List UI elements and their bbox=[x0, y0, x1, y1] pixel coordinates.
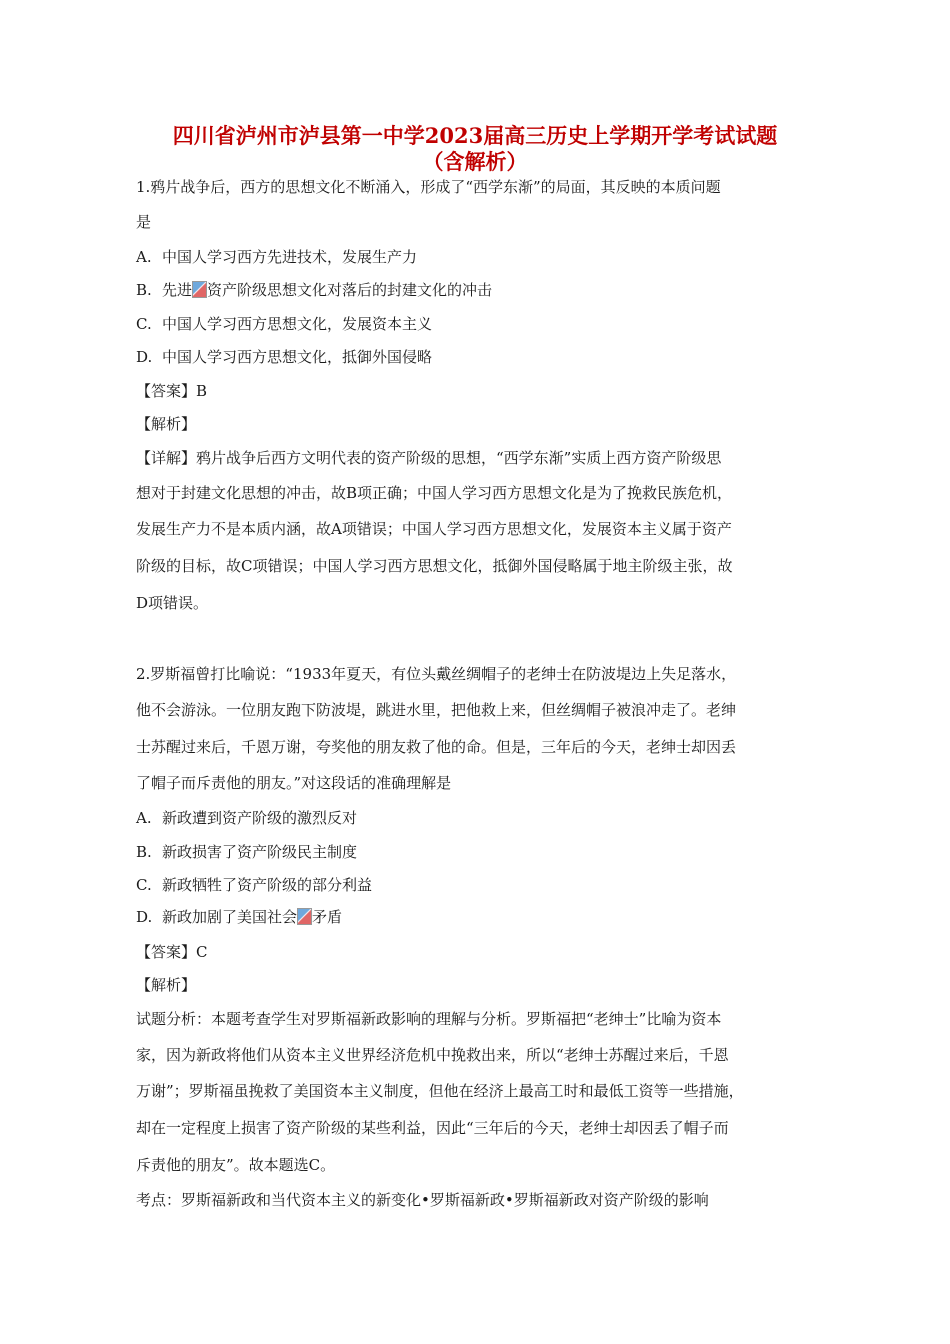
q2-stem-line1: 2.罗斯福曾打比喻说：“1933年夏天，有位头戴丝绸帽子的老绅士在防波堤边上失足落水， bbox=[136, 665, 737, 683]
q1-detail-line5: D项错误。 bbox=[136, 594, 209, 612]
q1-detail-line4: 阶级的目标，故C项错误；中国人学习西方思想文化，抵御外国侵略属于地主阶级主张，故 bbox=[136, 557, 733, 575]
option-text: 中国人学习西方思想文化，发展资本主义 bbox=[162, 315, 433, 333]
option-letter: D. bbox=[136, 908, 153, 926]
q2-stem-line3: 士苏醒过来后，千恩万谢，夸奖他的朋友救了他的命。但是，三年后的今天，老绅士却因丢 bbox=[136, 738, 737, 756]
q2-option-a bbox=[136, 808, 357, 828]
q2-analysis-heading: 【解析】 bbox=[136, 976, 197, 994]
q2-analysis-line3: 万谢”；罗斯福虽挽救了美国资本主义制度，但他在经济上最高工时和最低工资等一些措施， bbox=[136, 1082, 744, 1100]
doc-title-line1: 四川省泸州市泸县第一中学2023届高三历史上学期开学考试试题 bbox=[172, 123, 778, 148]
option-text-pre: 新政加剧了美国社会 bbox=[162, 908, 298, 926]
q1-answer: 【答案】B bbox=[136, 382, 208, 400]
option-text-pre: 先进 bbox=[162, 281, 193, 299]
q2-exam-points: 考点：罗斯福新政和当代资本主义的新变化•罗斯福新政•罗斯福新政对资产阶级的影响 bbox=[136, 1191, 709, 1209]
q2-stem-line4: 了帽子而斥责他的朋友。”对这段话的准确理解是 bbox=[136, 774, 452, 792]
option-letter: A. bbox=[136, 248, 152, 266]
q2-option-d bbox=[136, 907, 342, 927]
broken-image-icon bbox=[297, 908, 312, 925]
option-letter: B. bbox=[136, 843, 152, 861]
q1-stem-line1: 1.鸦片战争后，西方的思想文化不断涌入，形成了“西学东渐”的局面，其反映的本质问题 bbox=[136, 178, 721, 196]
option-text-post: 矛盾 bbox=[312, 908, 343, 926]
q1-detail-line3: 发展生产力不是本质内涵，故A项错误；中国人学习西方思想文化，发展资本主义属于资产 bbox=[136, 520, 732, 538]
doc-title-line2: （含解析） bbox=[422, 149, 528, 174]
option-text: 新政遭到资产阶级的激烈反对 bbox=[162, 809, 358, 827]
broken-image-icon bbox=[192, 281, 207, 298]
q2-analysis-line4: 却在一定程度上损害了资产阶级的某些利益，因此“三年后的今天，老绅士却因丢了帽子而 bbox=[136, 1119, 729, 1137]
q1-option-c bbox=[136, 314, 432, 334]
option-letter: C. bbox=[136, 876, 152, 894]
q2-stem-line2: 他不会游泳。一位朋友跑下防波堤，跳进水里，把他救上来，但丝绸帽子被浪冲走了。老绅 bbox=[136, 701, 737, 719]
option-letter: A. bbox=[136, 809, 152, 827]
q1-option-a bbox=[136, 247, 417, 267]
q1-detail-line2: 想对于封建文化思想的冲击，故B项正确；中国人学习西方思想文化是为了挽救民族危机， bbox=[136, 484, 733, 502]
option-text: 新政牺牲了资产阶级的部分利益 bbox=[162, 876, 373, 894]
q1-analysis-heading: 【解析】 bbox=[136, 415, 197, 433]
option-text: 中国人学习西方思想文化，抵御外国侵略 bbox=[162, 348, 433, 366]
q2-answer: 【答案】C bbox=[136, 943, 208, 961]
option-letter: B. bbox=[136, 281, 152, 299]
option-letter: C. bbox=[136, 315, 152, 333]
q2-option-b bbox=[136, 842, 357, 862]
q2-option-c bbox=[136, 875, 372, 895]
q1-option-d bbox=[136, 347, 432, 367]
q2-analysis-line2: 家，因为新政将他们从资本主义世界经济危机中挽救出来，所以“老绅士苏醒过来后，千恩 bbox=[136, 1046, 729, 1064]
q1-detail-line1: 【详解】鸦片战争后西方文明代表的资产阶级的思想，“西学东渐”实质上西方资产阶级思 bbox=[136, 449, 722, 467]
option-text-post: 资产阶级思想文化对落后的封建文化的冲击 bbox=[207, 281, 493, 299]
q1-stem-line2: 是 bbox=[136, 213, 152, 231]
q2-analysis-line5: 斥责他的朋友”。故本题选C。 bbox=[136, 1156, 336, 1174]
option-text: 新政损害了资产阶级民主制度 bbox=[162, 843, 358, 861]
option-letter: D. bbox=[136, 348, 153, 366]
q2-analysis-line1: 试题分析：本题考查学生对罗斯福新政影响的理解与分析。罗斯福把“老绅士”比喻为资本 bbox=[136, 1010, 722, 1028]
q1-option-b bbox=[136, 280, 492, 300]
option-text: 中国人学习西方先进技术，发展生产力 bbox=[162, 248, 418, 266]
